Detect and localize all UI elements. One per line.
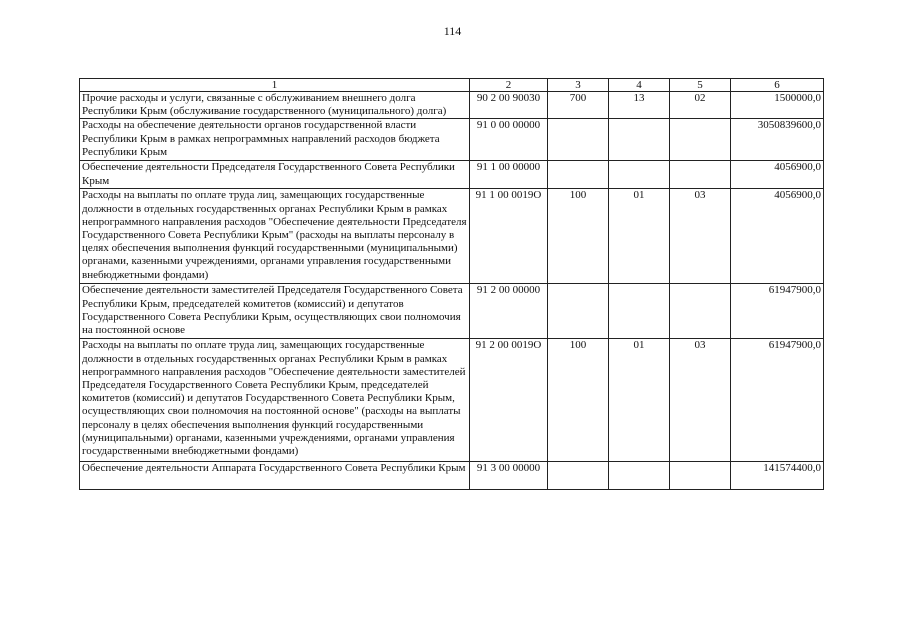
budget-table <box>79 78 824 490</box>
row-amount: 4056900,0 <box>731 161 824 189</box>
row-col5 <box>670 119 731 161</box>
row-col4: 13 <box>609 92 670 119</box>
row-name: Обеспечение деятельности Аппарата Государственного Совета Республики Крым <box>80 462 470 490</box>
row-col4 <box>609 462 670 490</box>
row-col3: 100 <box>548 189 609 284</box>
row-col3 <box>548 462 609 490</box>
row-col5 <box>670 284 731 339</box>
table-row <box>80 161 824 189</box>
table-row <box>80 92 824 119</box>
row-amount: 1500000,0 <box>731 92 824 119</box>
header-cell: 5 <box>670 79 731 92</box>
row-amount: 4056900,0 <box>731 189 824 284</box>
header-cell: 6 <box>731 79 824 92</box>
row-code: 91 2 00 0019О <box>470 339 548 462</box>
page-number: 114 <box>443 24 462 38</box>
row-amount: 3050839600,0 <box>731 119 824 161</box>
row-code: 91 1 00 00000 <box>470 161 548 189</box>
table-row <box>80 339 824 462</box>
row-amount: 61947900,0 <box>731 284 824 339</box>
row-amount: 61947900,0 <box>731 339 824 462</box>
table-row <box>80 119 824 161</box>
row-col3: 100 <box>548 339 609 462</box>
row-name: Обеспечение деятельности Председателя Государственного Совета Республики Крым <box>80 161 470 189</box>
row-name: Расходы на выплаты по оплате труда лиц, замещающих государственные должности в отдельных государственных органах Республики Крым в рамках непрограммного направления расходов "Обеспечение деятельности Председателя Государственного Совета Республики Крым" (расходы на выплаты персоналу в целях обеспечения выполнения функций государственными (муниципальными) органами, казенными учреждениями, органами управления государственными внебюджетными фондами) <box>80 189 470 284</box>
table-row <box>80 284 824 339</box>
header-cell: 1 <box>80 79 470 92</box>
table-row <box>80 462 824 490</box>
row-code: 91 3 00 00000 <box>470 462 548 490</box>
row-col5: 03 <box>670 189 731 284</box>
row-col3: 700 <box>548 92 609 119</box>
table-header-row <box>80 79 824 92</box>
row-col4: 01 <box>609 189 670 284</box>
table-row <box>80 189 824 284</box>
row-code: 91 0 00 00000 <box>470 119 548 161</box>
row-code: 90 2 00 90030 <box>470 92 548 119</box>
row-code: 91 1 00 0019О <box>470 189 548 284</box>
row-col4 <box>609 161 670 189</box>
header-cell: 2 <box>470 79 548 92</box>
row-col3 <box>548 284 609 339</box>
header-cell: 4 <box>609 79 670 92</box>
row-name: Расходы на обеспечение деятельности органов государственной власти Республики Крым в рамках непрограммных направлений расходов бюджета Республики Крым <box>80 119 470 161</box>
row-amount: 141574400,0 <box>731 462 824 490</box>
row-code: 91 2 00 00000 <box>470 284 548 339</box>
row-col5 <box>670 462 731 490</box>
row-col4 <box>609 284 670 339</box>
header-cell: 3 <box>548 79 609 92</box>
row-name: Расходы на выплаты по оплате труда лиц, замещающих государственные должности в отдельных государственных органах Республики Крым в рамках непрограммного направления расходов "Обеспечение деятельности заместителей Председателя Государственного Совета Республики Крым, председателей комитетов (комиссий) и депутатов Государственного Совета Республики Крым, осуществляющих свои полномочия на постоянной основе" (расходы на выплаты персоналу в целях обеспечения выполнения функций государственными (муниципальными) органами, казенными учреждениями, органами управления государственными внебюджетными фондами) <box>80 339 470 462</box>
row-col3 <box>548 161 609 189</box>
row-name: Обеспечение деятельности заместителей Председателя Государственного Совета Республики Крым, председателей комитетов (комиссий) и депутатов Государственного Совета Республики Крым, осуществляющих свои полномочия на постоянной основе <box>80 284 470 339</box>
row-col5: 02 <box>670 92 731 119</box>
row-col3 <box>548 119 609 161</box>
row-col4 <box>609 119 670 161</box>
row-col5: 03 <box>670 339 731 462</box>
row-name: Прочие расходы и услуги, связанные с обслуживанием внешнего долга Республики Крым (обслуживание государственного (муниципального) долга) <box>80 92 470 119</box>
row-col4: 01 <box>609 339 670 462</box>
row-col5 <box>670 161 731 189</box>
